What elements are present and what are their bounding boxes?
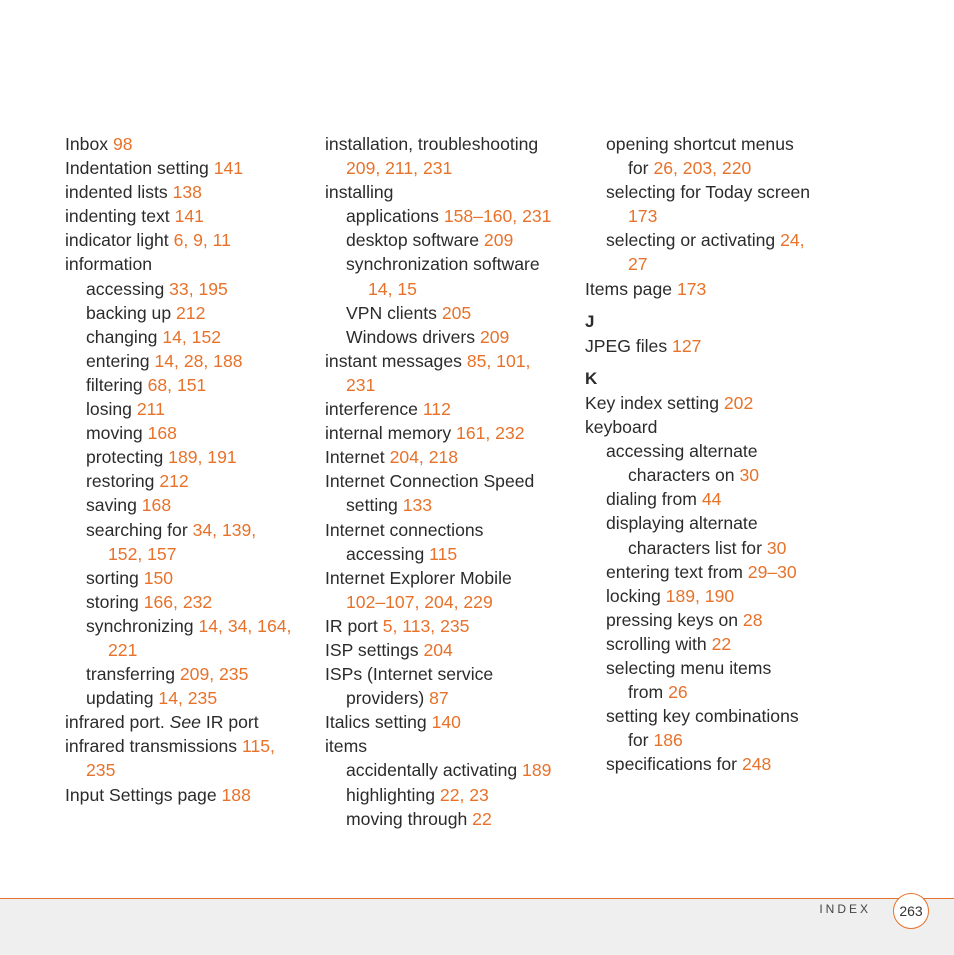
entry-term: instant messages: [325, 350, 462, 371]
letter-heading: K: [585, 368, 598, 388]
page-reference: 150: [143, 567, 174, 588]
index-entry: [325, 783, 575, 807]
entry-term: keyboard: [585, 417, 658, 438]
page-reference: 112: [422, 399, 451, 420]
index-entry: [325, 421, 575, 445]
entry-term: Items page: [585, 278, 673, 299]
index-entry: [325, 180, 575, 204]
index-entry: [325, 469, 575, 493]
entry-term: indenting text: [65, 206, 170, 227]
page-reference: 204: [423, 639, 453, 660]
entry-term: Internet: [325, 447, 385, 468]
entry-term: for: [628, 158, 649, 179]
index-entry: [325, 132, 575, 156]
index-entry: [325, 710, 575, 734]
index-entry: [325, 758, 575, 782]
index-entry: [585, 252, 835, 276]
page-reference: 5, 113, 235: [382, 615, 470, 636]
entry-term: desktop software: [346, 230, 480, 251]
index-entry: [65, 566, 305, 590]
index-entry: [65, 156, 305, 180]
page-reference: 166, 232: [143, 591, 213, 612]
entry-term: Internet Explorer Mobile: [325, 567, 512, 588]
index-entry: [585, 132, 835, 156]
page-reference: 158–160, 231: [443, 206, 552, 227]
index-entry: [65, 277, 305, 301]
index-entry: [325, 807, 575, 831]
entry-term: infrared transmissions: [65, 736, 238, 757]
entry-term: installing: [325, 182, 394, 203]
page-reference: 140: [431, 712, 461, 733]
entry-term: characters on: [628, 465, 735, 486]
index-column-1: [65, 132, 305, 807]
index-entry: [65, 614, 305, 638]
index-entry: [65, 518, 305, 542]
page-reference: 30: [739, 465, 760, 486]
index-entry: [585, 656, 835, 680]
page-reference: 28: [742, 609, 763, 630]
entry-term: Inbox: [65, 134, 109, 154]
page-reference: 141: [213, 158, 244, 179]
entry-term: protecting: [86, 447, 164, 468]
index-entry: [65, 204, 305, 228]
index-entry: [585, 463, 835, 487]
index-entry: [65, 445, 305, 469]
entry-term: synchronization software: [346, 254, 540, 275]
index-entry: [65, 542, 305, 566]
index-entry: [325, 277, 575, 301]
index-entry: [325, 156, 575, 180]
entry-term: synchronizing: [86, 615, 194, 636]
index-entry: [325, 686, 575, 710]
index-entry: [325, 542, 575, 566]
index-entry: [325, 445, 575, 469]
index-entry: [65, 590, 305, 614]
index-entry: [65, 252, 305, 276]
page-reference: 152, 157: [108, 543, 177, 564]
index-entry: [325, 590, 575, 614]
page-reference: 30: [766, 537, 787, 558]
entry-term: entering: [86, 350, 150, 371]
entry-term: internal memory: [325, 423, 452, 444]
index-entry: [325, 662, 575, 686]
page-reference: 34, 139,: [192, 519, 257, 540]
entry-term: restoring: [86, 471, 155, 492]
page-reference: 14, 15: [368, 278, 417, 299]
footer-section-label: INDEX: [819, 902, 871, 916]
index-entry: [585, 415, 835, 439]
page-reference: 44: [701, 489, 722, 510]
page-reference: 161, 232: [456, 423, 525, 444]
entry-term: applications: [346, 206, 439, 227]
entry-term: selecting or activating: [606, 230, 776, 251]
index-entry: [585, 228, 835, 252]
entry-term: changing: [86, 326, 158, 347]
index-entry: [585, 391, 835, 415]
index-entry: [325, 301, 575, 325]
page-reference: 133: [402, 495, 433, 516]
entry-term: items: [325, 736, 368, 757]
entry-term: updating: [86, 688, 154, 709]
page-reference: 127: [672, 335, 702, 356]
index-entry: [325, 638, 575, 662]
index-entry: [585, 156, 835, 180]
page-reference: 68, 151: [147, 374, 207, 395]
footer-bar: [0, 898, 954, 955]
entry-term: pressing keys on: [606, 609, 739, 630]
index-entry: [585, 728, 835, 752]
page-reference: 26, 203, 220: [653, 158, 752, 179]
entry-term: Internet Connection Speed: [325, 471, 535, 492]
index-entry: [585, 752, 835, 776]
page-reference: 26: [668, 682, 688, 703]
index-entry: [65, 180, 305, 204]
index-entry: [65, 349, 305, 373]
page-reference: 186: [653, 730, 683, 751]
entry-term: IR port: [325, 615, 378, 636]
index-entry: [65, 734, 305, 758]
entry-term: searching for: [86, 519, 188, 540]
index-entry: [585, 536, 835, 560]
page-number: 263: [893, 893, 929, 929]
index-entry: [65, 325, 305, 349]
entry-term: infrared port.: [65, 712, 165, 733]
page-reference: 85, 101,: [466, 350, 531, 371]
entry-term: dialing from: [606, 489, 697, 510]
page-reference: 87: [429, 688, 449, 709]
page-reference: 115,: [241, 736, 275, 757]
page-reference: 189, 191: [168, 447, 237, 468]
see-target: IR port: [205, 712, 259, 733]
entry-term: storing: [86, 591, 139, 612]
page-reference: 33, 195: [169, 278, 228, 299]
entry-term: sorting: [86, 567, 139, 588]
page-reference: 98: [112, 134, 133, 154]
entry-term: Input Settings page: [65, 784, 217, 805]
entry-term: Indentation setting: [65, 158, 209, 179]
index-entry: [585, 608, 835, 632]
index-entry: [65, 132, 305, 156]
entry-term: Internet connections: [325, 519, 484, 540]
entry-term: Italics setting: [325, 712, 427, 733]
index-entry: [325, 566, 575, 590]
page-reference: 189: [522, 760, 552, 781]
entry-term: saving: [86, 495, 137, 516]
entry-term: accessing alternate: [606, 441, 758, 462]
index-entry: [65, 373, 305, 397]
index-entry: [585, 439, 835, 463]
entry-term: setting key combinations: [606, 706, 799, 727]
index-entry: [325, 204, 575, 228]
index-entry: [65, 638, 305, 662]
entry-term: scrolling with: [606, 633, 707, 654]
page-reference: 209, 235: [179, 664, 249, 685]
index-entry: [585, 334, 835, 358]
page-reference: 248: [741, 754, 772, 775]
index-entry: [325, 228, 575, 252]
index-entry: [325, 734, 575, 758]
entry-term: interference: [325, 399, 418, 420]
index-entry: [65, 493, 305, 517]
page-reference: 102–107, 204, 229: [346, 591, 493, 612]
entry-term: selecting for Today screen: [606, 182, 811, 203]
index-entry: [325, 325, 575, 349]
page-reference: 202: [723, 392, 754, 413]
page-reference: 29–30: [747, 561, 797, 582]
entry-term: entering text from: [606, 561, 743, 582]
page-reference: 22: [711, 633, 732, 654]
entry-term: opening shortcut menus: [606, 134, 794, 154]
page-reference: 209: [479, 326, 510, 347]
page-reference: 6, 9, 11: [173, 230, 231, 251]
index-entry: [325, 349, 575, 373]
page-reference: 189, 190: [665, 585, 735, 606]
index-entry: [585, 511, 835, 535]
entry-term: accessing: [346, 543, 425, 564]
entry-term: selecting menu items: [606, 657, 772, 678]
index-column-2: [325, 132, 575, 831]
entry-term: from: [628, 682, 664, 703]
index-entry: [65, 469, 305, 493]
index-column-3: [585, 132, 835, 776]
entry-term: indented lists: [65, 182, 168, 203]
entry-term: backing up: [86, 302, 172, 323]
index-entry: [325, 373, 575, 397]
page-reference: 188: [221, 784, 251, 805]
index-entry: [585, 704, 835, 728]
entry-term: setting: [346, 495, 398, 516]
entry-term: for: [628, 730, 649, 751]
entry-term: Key index setting: [585, 392, 719, 413]
letter-heading: J: [585, 311, 595, 331]
page-reference: 27: [628, 254, 648, 275]
page-reference: 204, 218: [389, 447, 459, 468]
index-entry: [325, 397, 575, 421]
page-reference: 235: [86, 760, 116, 781]
index-entry: [65, 758, 305, 782]
page-reference: 168: [141, 495, 172, 516]
page-reference: 212: [159, 471, 189, 492]
page-reference: 231: [346, 374, 376, 395]
index-entry: [65, 686, 305, 710]
page-reference: 22, 23: [439, 784, 489, 805]
entry-term: transferring: [86, 664, 175, 685]
index-entry: [65, 710, 305, 734]
index-entry: [65, 228, 305, 252]
entry-term: losing: [86, 399, 132, 420]
index-entry: [585, 632, 835, 656]
entry-term: Windows drivers: [346, 326, 476, 347]
entry-term: moving through: [346, 808, 468, 829]
page-reference: 24,: [780, 230, 805, 251]
index-entry: [585, 180, 835, 204]
entry-term: ISPs (Internet service: [325, 664, 494, 685]
entry-term: filtering: [86, 374, 143, 395]
see-reference: See: [169, 712, 201, 733]
entry-term: highlighting: [346, 784, 436, 805]
index-entry: [325, 518, 575, 542]
entry-term: VPN clients: [346, 302, 437, 323]
index-entry: [585, 277, 835, 301]
page-reference: 14, 235: [158, 688, 218, 709]
index-entry: [585, 487, 835, 511]
page-reference: 221: [108, 639, 138, 660]
page-reference: 211: [136, 399, 165, 420]
page-reference: 173: [676, 278, 707, 299]
entry-term: locking: [606, 585, 661, 606]
page-reference: 138: [172, 182, 202, 203]
entry-term: moving: [86, 423, 143, 444]
page-reference: 209: [483, 230, 514, 251]
entry-term: JPEG files: [585, 335, 668, 356]
entry-term: accidentally activating: [346, 760, 518, 781]
index-entry: [585, 680, 835, 704]
index-entry: [65, 783, 305, 807]
page-reference: 115: [429, 543, 458, 564]
entry-term: information: [65, 254, 153, 275]
page-reference: 14, 152: [162, 326, 222, 347]
page-reference: 173: [628, 206, 658, 227]
page-reference: 22: [472, 808, 492, 829]
entry-term: ISP settings: [325, 639, 419, 660]
page-reference: 205: [441, 302, 472, 323]
page-reference: 168: [147, 423, 177, 444]
index-entry: [65, 397, 305, 421]
entry-term: providers): [346, 688, 425, 709]
page-reference: 209, 211, 231: [346, 158, 453, 179]
index-entry: [325, 252, 575, 276]
index-entry: [65, 662, 305, 686]
index-entry: [585, 204, 835, 228]
index-entry: [65, 301, 305, 325]
entry-term: displaying alternate: [606, 513, 758, 534]
entry-term: accessing: [86, 278, 165, 299]
entry-term: indicator light: [65, 230, 169, 251]
index-entry: [325, 614, 575, 638]
entry-term: specifications for: [606, 754, 738, 775]
index-entry: [325, 493, 575, 517]
page-reference: 14, 28, 188: [154, 350, 243, 371]
page-reference: 141: [174, 206, 204, 227]
page-reference: 212: [176, 302, 206, 323]
index-entry: [585, 560, 835, 584]
page-reference: 14, 34, 164,: [198, 615, 292, 636]
entry-term: installation, troubleshooting: [325, 134, 539, 154]
index-entry: [585, 584, 835, 608]
entry-term: characters list for: [628, 537, 762, 558]
index-entry: [65, 421, 305, 445]
